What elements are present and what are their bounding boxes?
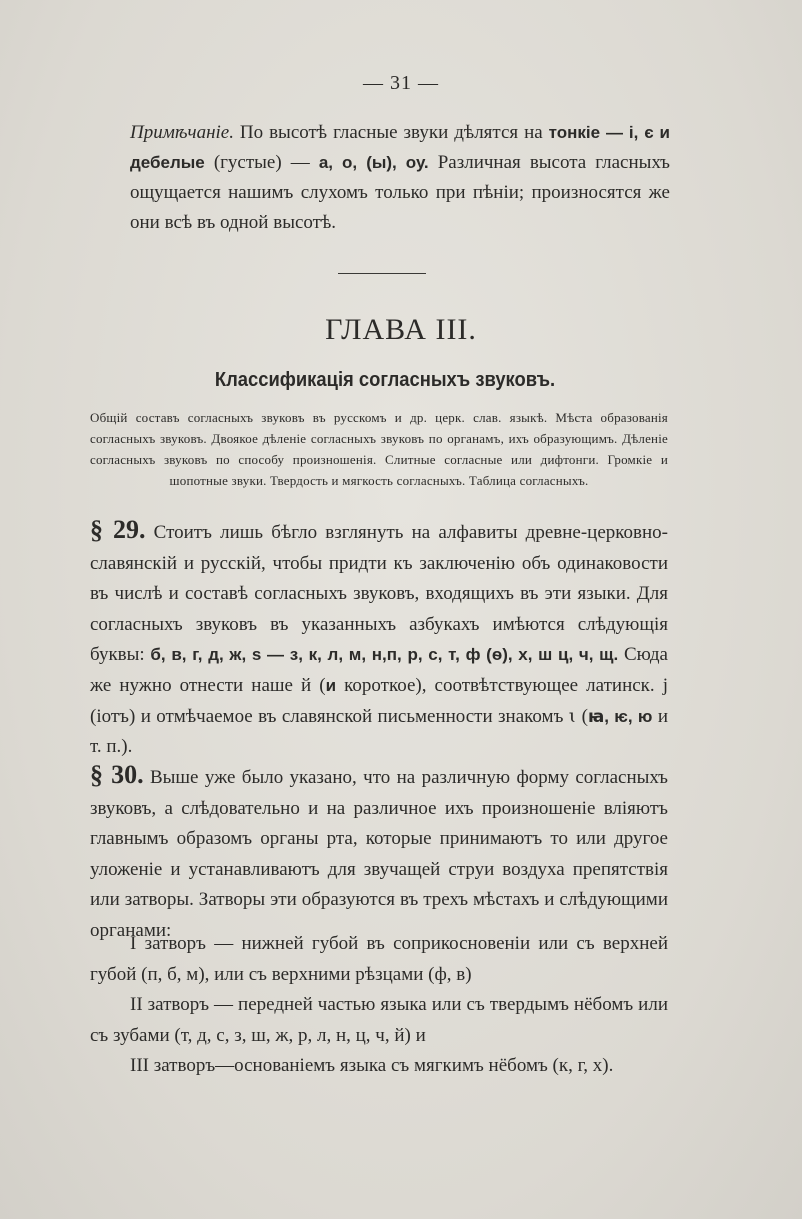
chapter-summary: Общій составъ согласныхъ звуковъ въ русскомъ и др. церк. слав. языкѣ. Мѣста образованія согласныхъ звуковъ. Двоякое дѣленіе согласныхъ звуковъ по органамъ, ихъ образующимъ. Дѣленіе согласныхъ звуковъ по способу произношенія. Слитные согласные или дифтонги. Громкіе и шопотные звуки. Твердость и мягкость согласныхъ. Таблица согласныхъ. [90, 410, 668, 488]
note-text-2: (густые) — [204, 152, 319, 173]
chapter-title: ГЛАВА III. [325, 313, 477, 346]
closure-1: I затворъ — нижней губой въ соприкосновеніи или съ верхней губой (п, б, м), или съ верхними рѣзцами (ф, в) [90, 933, 668, 985]
note-text-1: По высотѣ гласные звуки дѣлятся на [233, 122, 549, 143]
closures-list [90, 929, 668, 1082]
s29-bold-2: и [325, 675, 337, 695]
page-number: — 31 — [363, 72, 439, 94]
note-label: Примѣчаніе. [130, 122, 234, 143]
note-paragraph [130, 118, 670, 238]
s29-text-4: и т. п.). [90, 705, 668, 758]
s30-text-1: Выше уже было указано, что на различную форму согласныхъ звуковъ, а слѣдовательно и на различное ихъ произношеніе вліяютъ главнымъ образомъ органы рта, которые принимаютъ то или другое уложеніе и устанавливаютъ для звучащей струи воздуха препятствія или затворы. Затворы эти образуются въ трехъ мѣстахъ и слѣдующими органами: [90, 767, 669, 941]
section-29-paragraph [90, 515, 668, 763]
closure-3: III затворъ—основаніемъ языка съ мягкимъ нёбомъ (к, г, х). [130, 1055, 614, 1077]
closure-2: II затворъ — передней частью языка или съ твердымъ нёбомъ или съ зубами (т, д, с, з, ш, ж, р, л, н, ц, ч, й) и [90, 994, 668, 1046]
section-30-number: § 30. [90, 760, 144, 789]
s29-text-2: Сюда же нужно отнести наше й ( [90, 644, 668, 696]
s29-bold-3: ꙗ, ѥ, ю [587, 706, 653, 726]
note-bold-1: тонкіе — і, є и дебелые [130, 123, 670, 172]
section-30-paragraph [90, 760, 668, 947]
section-29-number: § 29. [90, 515, 146, 544]
chapter-subtitle: Классификація согласныхъ звуковъ. [214, 369, 556, 391]
section-divider [338, 273, 426, 274]
s29-letters: б, в, г, д, ж, ѕ — з, к, л, м, н,п, р, с, т, ф (ѳ), х, ш ц, ч, щ. [150, 645, 619, 665]
s29-text-3: короткое), соотвѣтствующее латинск. j (іотъ) и отмѣчаемое въ славянской письменности знакомъ ꙇ ( [90, 674, 669, 727]
note-bold-2: а, о, (ы), оу. [318, 153, 429, 172]
note-text-3: Различная высота гласныхъ ощущается нашимъ слухомъ только при пѣніи; произносятся же они всѣ въ одной высотѣ. [130, 152, 670, 233]
s29-text-1: Стоитъ лишь бѣгло взглянуть на алфавиты древне-церковно-славянскій и русскій, чтобы придти къ заключенію объ одинаковости въ числѣ и составѣ согласныхъ звуковъ, входящихъ въ эти языки. Для согласныхъ звуковъ въ указанныхъ азбукахъ имѣются слѣдующія буквы: [90, 522, 668, 666]
